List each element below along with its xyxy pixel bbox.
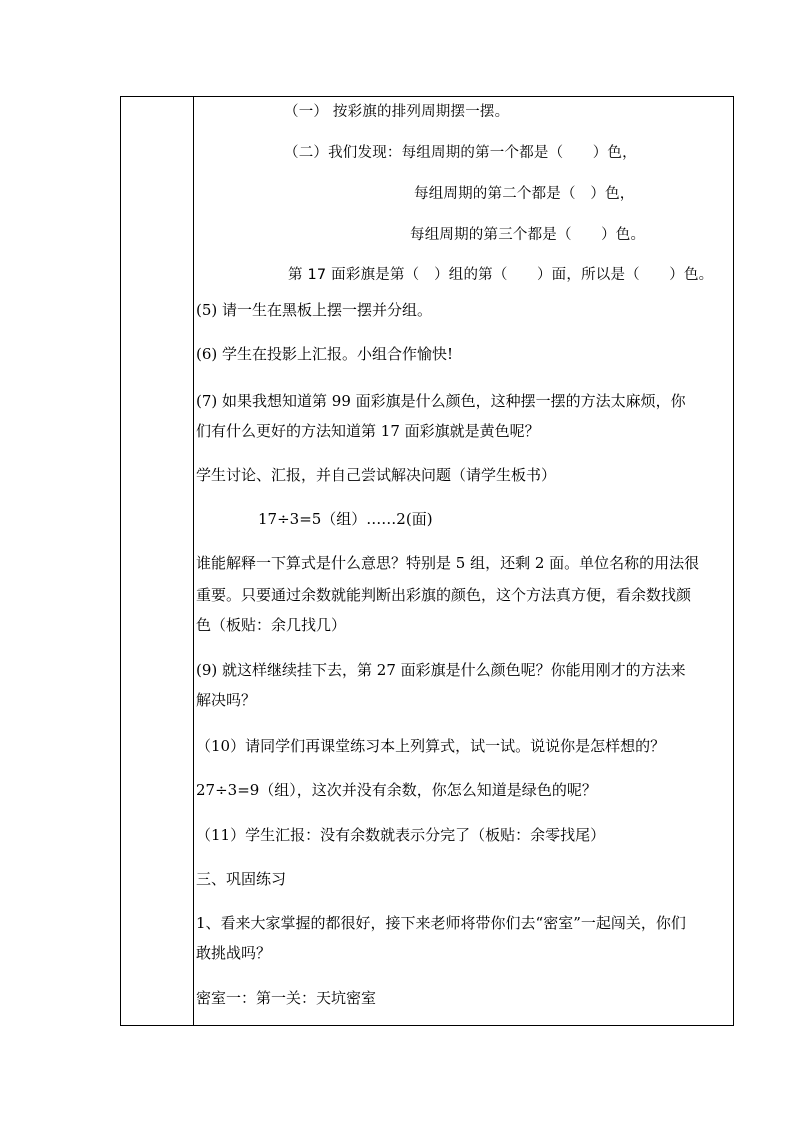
- text-line: 色（板贴：余几找几）: [196, 616, 347, 634]
- text-line: 解决吗？: [196, 691, 257, 709]
- text-line: 敢挑战吗？: [196, 944, 272, 962]
- text-line: 谁能解释一下算式是什么意思？特别是 5 组，还剩 2 面。单位名称的用法很: [196, 554, 700, 572]
- text-line: （11）学生汇报：没有余数就表示分完了（板贴：余零找尾）: [196, 826, 606, 844]
- equation-line: 27÷3=9（组），这次并没有余数，你怎么知道是绿色的呢？: [196, 781, 597, 799]
- text-line: 每组周期的第二个都是（ ）色，: [414, 186, 635, 202]
- text-line: （一） 按彩旗的排列周期摆一摆。: [284, 104, 510, 120]
- text-line: 学生讨论、汇报，并自己尝试解决问题（请学生板书）: [196, 466, 557, 484]
- text-line: 每组周期的第三个都是（ ）色。: [410, 227, 646, 243]
- section-heading: 三、巩固练习: [196, 870, 287, 888]
- text-line: 第 17 面彩旗是第（ ）组的第（ ）面，所以是（ ）色。: [288, 267, 714, 283]
- text-line: (7) 如果我想知道第 99 面彩旗是什么颜色，这种摆一摆的方法太麻烦，你: [196, 392, 686, 410]
- text-line: (9) 就这样继续挂下去，第 27 面彩旗是什么颜色呢？你能用刚才的方法来: [196, 661, 686, 679]
- text-line: 1、看来大家掌握的都很好，接下来老师将带你们去“密室”一起闯关，你们: [196, 914, 686, 932]
- equation-line: 17÷3=5（组）……2(面): [258, 510, 433, 528]
- column-divider: [193, 97, 194, 1025]
- text-line: 密室一：第一关：天坑密室: [196, 989, 377, 1007]
- text-line: (6) 学生在投影上汇报。小组合作愉快!: [196, 345, 454, 363]
- text-line: （二）我们发现：每组周期的第一个都是（ ）色，: [284, 145, 637, 161]
- text-line: （10）请同学们再课堂练习本上列算式，试一试。说说你是怎样想的？: [196, 737, 666, 755]
- text-line: 重要。只要通过余数就能判断出彩旗的颜色，这个方法真方便，看余数找颜: [196, 586, 692, 604]
- text-line: (5) 请一生在黑板上摆一摆并分组。: [196, 301, 433, 319]
- text-line: 们有什么更好的方法知道第 17 面彩旗就是黄色呢？: [196, 422, 540, 440]
